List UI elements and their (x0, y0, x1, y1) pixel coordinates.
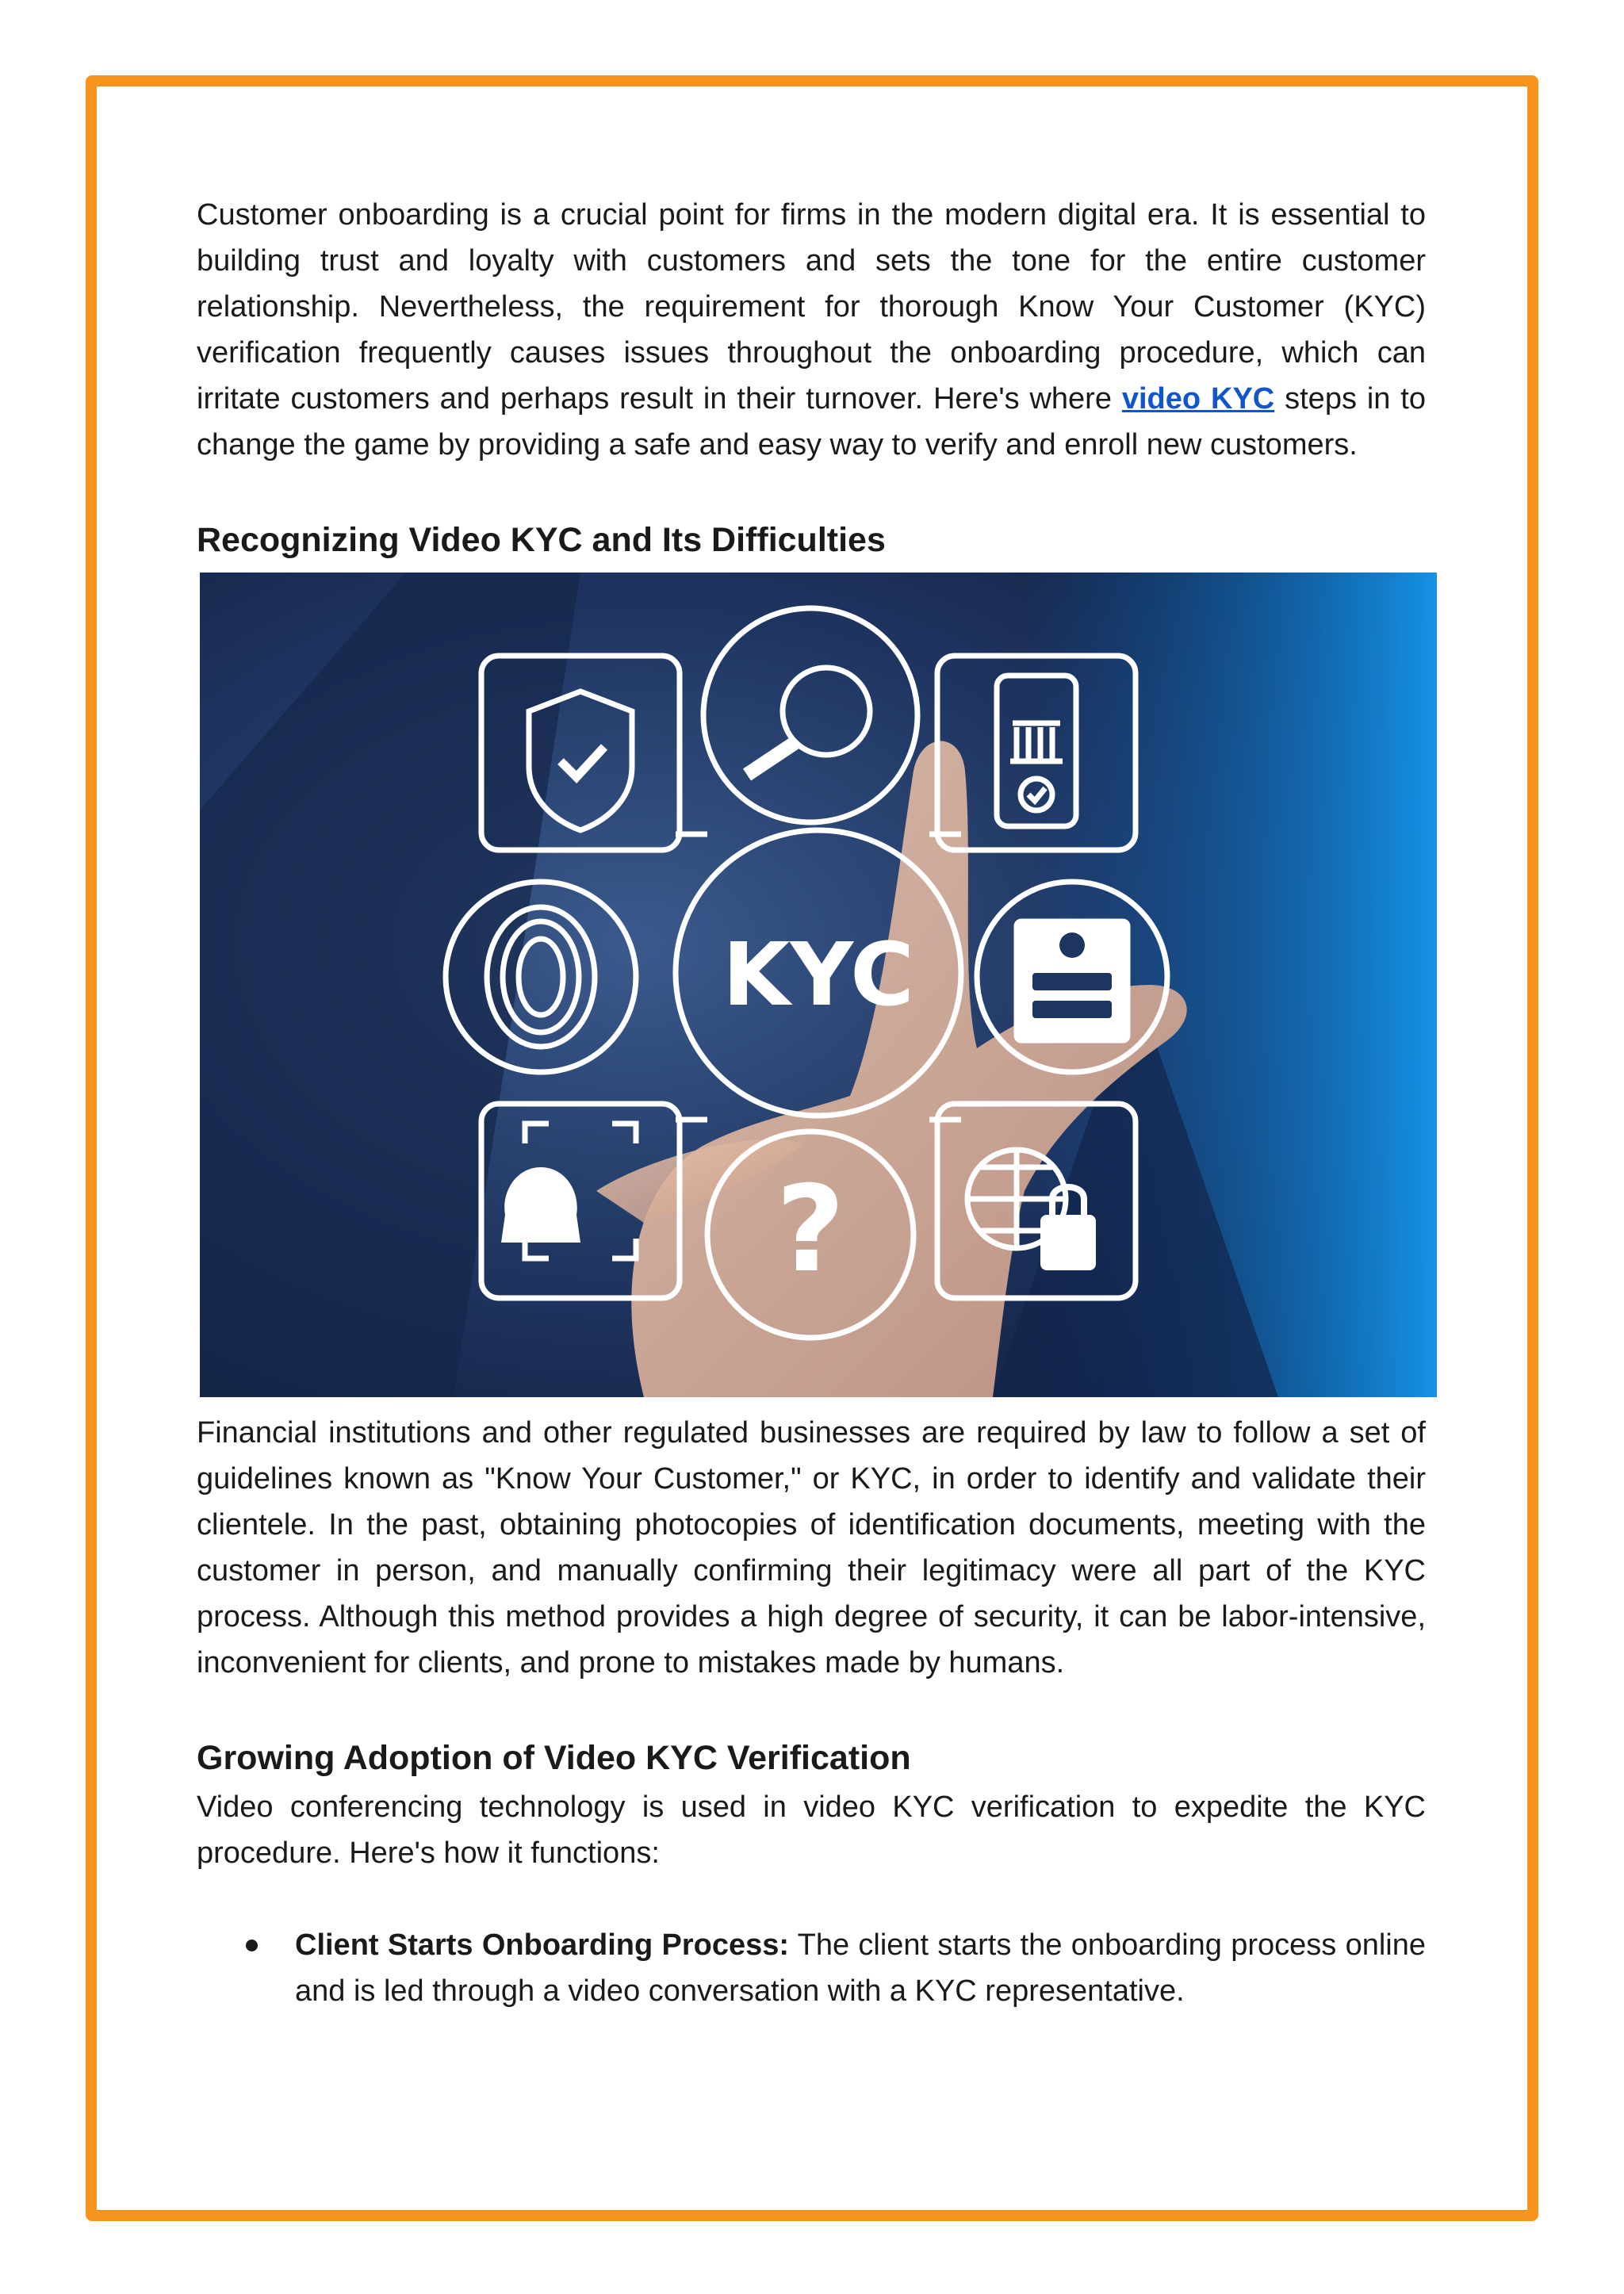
question-mark-icon: ? (776, 1161, 845, 1299)
list-item (197, 1922, 1426, 2014)
video-kyc-link[interactable]: video KYC (1121, 382, 1275, 416)
steps-list (197, 1922, 1426, 2014)
intro-paragraph (197, 192, 1426, 468)
section-heading: Recognizing Video KYC and Its Difficulties (197, 521, 886, 559)
list-item-title: Client Starts Onboarding Process: (295, 1928, 790, 1962)
section-heading: Growing Adoption of Video KYC Verification (197, 1739, 911, 1777)
kyc-hero-image (200, 573, 1437, 1397)
kyc-center-label: KYC (722, 924, 914, 1025)
bullet-icon (246, 1940, 258, 1951)
intro-text-continued: steps in to change the game by providing a safe and easy way to verify and enroll new customers. (197, 382, 1426, 461)
video-kyc-intro-paragraph: Video conferencing technology is used in video KYC verification to expedite the KYC procedure. Here's how it functions: (197, 1790, 1426, 1870)
kyc-definition-paragraph: Financial institutions and other regulated businesses are required by law to follow a set of guidelines known as "Know Your Customer," or KYC, in order to identify and validate their clientele. In the past, obtaining photocopies of identification documents, meeting with the customer in person, and manually confirming their legitimacy were all part of the KYC process. Although this method provides a high degree of security, it can be labor-intensive, inconvenient for clients, and prone to mistakes made by humans. (197, 1416, 1426, 1679)
list-item-text: The client starts the onboarding process online and is led through a video conversation with a KYC representative. (295, 1928, 1426, 2008)
document-content (197, 192, 1426, 2014)
intro-text: Customer onboarding is a crucial point for firms in the modern digital era. It is essential to building trust and loyalty with customers and sets the tone for the entire customer relationship. Nevertheless, the requirement for thorough Know Your Customer (KYC) verification frequently causes issues throughout the onboarding procedure, which can irritate customers and perhaps result in their turnover. Here's where (197, 198, 1426, 416)
